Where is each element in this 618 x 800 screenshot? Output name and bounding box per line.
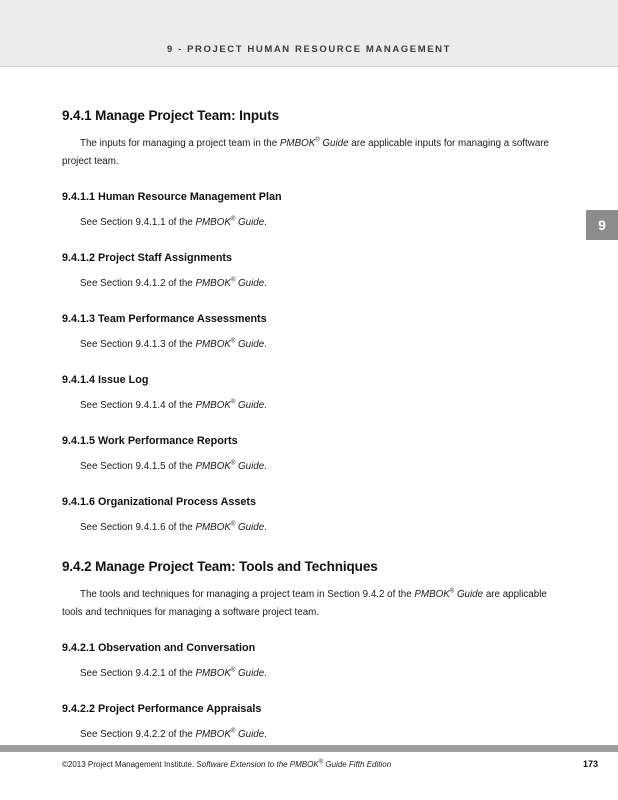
chapter-tab: 9 bbox=[586, 210, 618, 240]
subsection-heading: 9.4.1.5 Work Performance Reports bbox=[62, 435, 238, 447]
section-intro-9-4-2: The tools and techniques for managing a project team in Section 9.4.2 of the PMBOK® Guide are applicable tools and techniques for managing a software project team. bbox=[62, 588, 547, 618]
section-reference: See Section 9.4.1.5 of the PMBOK® Guide. bbox=[80, 460, 267, 472]
section-reference: See Section 9.4.2.1 of the PMBOK® Guide. bbox=[80, 667, 267, 679]
section-heading-9-4-1: 9.4.1 Manage Project Team: Inputs bbox=[62, 108, 280, 123]
section-heading-9-4-2: 9.4.2 Manage Project Team: Tools and Techniques bbox=[62, 559, 378, 574]
section-reference: See Section 9.4.1.4 of the PMBOK® Guide. bbox=[80, 399, 267, 411]
subsection-heading: 9.4.2.1 Observation and Conversation bbox=[62, 642, 256, 654]
section-reference: See Section 9.4.1.2 of the PMBOK® Guide. bbox=[80, 277, 267, 289]
section-reference: See Section 9.4.2.2 of the PMBOK® Guide. bbox=[80, 728, 267, 740]
section-intro-9-4-1: The inputs for managing a project team in the PMBOK® Guide are applicable inputs for managing a software project team. bbox=[62, 137, 549, 167]
subsection-heading: 9.4.1.6 Organizational Process Assets bbox=[62, 496, 257, 508]
section-reference: See Section 9.4.1.6 of the PMBOK® Guide. bbox=[80, 521, 267, 533]
footer-rule bbox=[0, 745, 618, 752]
subsection-heading: 9.4.1.1 Human Resource Management Plan bbox=[62, 191, 282, 203]
running-head: 9 - PROJECT HUMAN RESOURCE MANAGEMENT bbox=[166, 44, 452, 55]
subsection-heading: 9.4.1.3 Team Performance Assessments bbox=[62, 313, 267, 325]
subsection-heading: 9.4.1.2 Project Staff Assignments bbox=[62, 252, 233, 264]
footer-copyright: ©2013 Project Management Institute. Software Extension to the PMBOK® Guide Fifth Edition bbox=[62, 759, 392, 769]
subsection-heading: 9.4.1.4 Issue Log bbox=[62, 374, 149, 386]
page-header bbox=[0, 0, 618, 67]
subsection-heading: 9.4.2.2 Project Performance Appraisals bbox=[62, 703, 262, 715]
section-reference: See Section 9.4.1.3 of the PMBOK® Guide. bbox=[80, 338, 267, 350]
main-content bbox=[62, 108, 562, 744]
page-number: 173 bbox=[582, 759, 598, 769]
section-reference: See Section 9.4.1.1 of the PMBOK® Guide. bbox=[80, 216, 267, 228]
